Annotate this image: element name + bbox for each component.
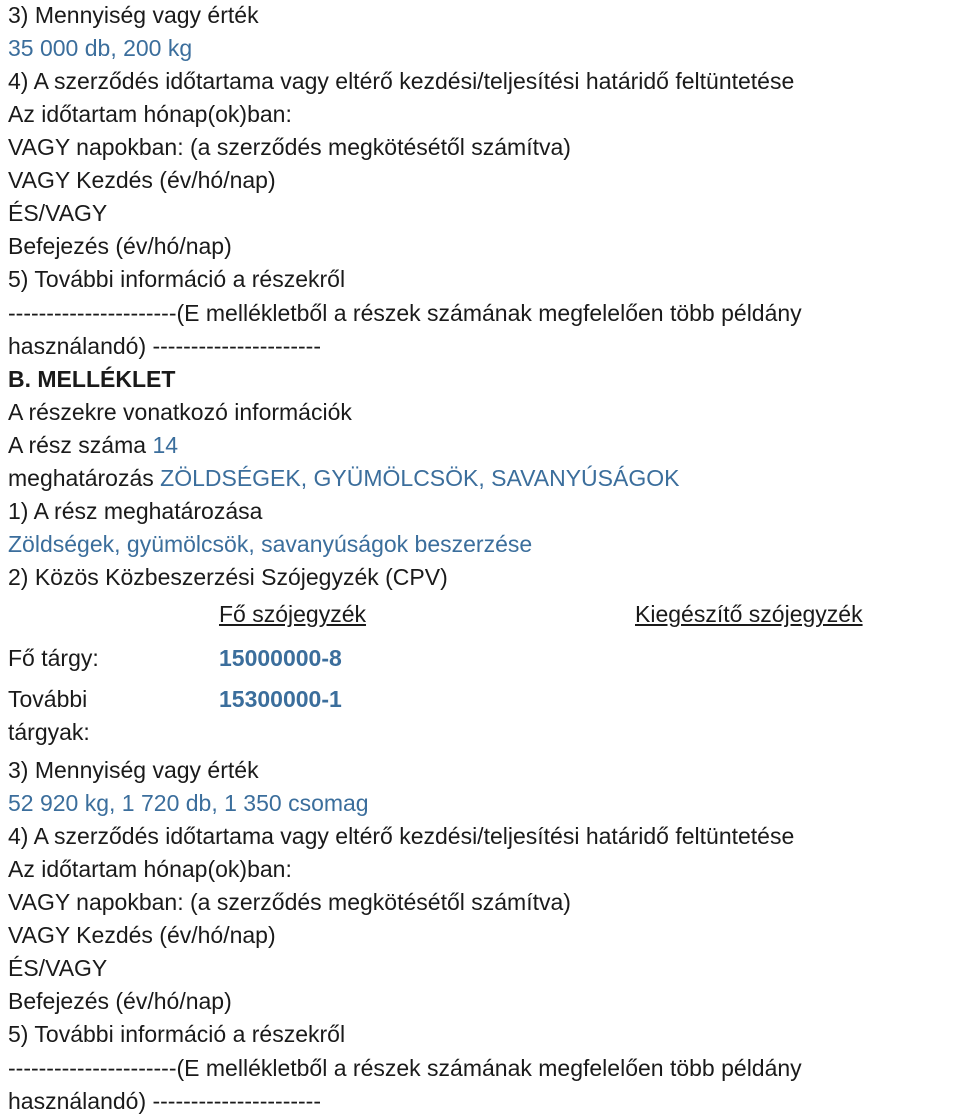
duration-label: 4) A szerződés időtartama vagy eltérő kezdési/teljesítési határidő feltüntetése — [8, 823, 795, 849]
quantity-label: 3) Mennyiség vagy érték — [8, 2, 259, 28]
part-number-label: A rész száma — [8, 432, 147, 458]
start-date-label: VAGY Kezdés (év/hó/nap) — [8, 922, 276, 948]
other-objects-label-cont: tárgyak: — [8, 719, 90, 745]
start-date-label: VAGY Kezdés (év/hó/nap) — [8, 167, 276, 193]
other-objects-label: További — [8, 686, 88, 712]
separator-line: ----------------------(E mellékletből a részek számának megfelelően több példány — [8, 1055, 802, 1081]
duration-label: 4) A szerződés időtartama vagy eltérő kezdési/teljesítési határidő feltüntetése — [8, 68, 795, 94]
part-number-value: 14 — [152, 432, 179, 458]
more-info-label: 5) További információ a részekről — [8, 266, 346, 292]
definition-row — [8, 465, 679, 491]
and-or-label: ÉS/VAGY — [8, 955, 108, 981]
duration-months-label: Az időtartam hónap(ok)ban: — [8, 856, 292, 882]
other-objects-code: 15300000-1 — [219, 686, 342, 712]
main-object-code: 15000000-8 — [219, 645, 342, 671]
cpv-main-header: Fő szójegyzék — [219, 601, 367, 627]
part-definition-label: 1) A rész meghatározása — [8, 498, 263, 524]
end-date-label: Befejezés (év/hó/nap) — [8, 988, 232, 1014]
part-definition-value: Zöldségek, gyümölcsök, savanyúságok beszerzése — [8, 531, 533, 557]
definition-label: meghatározás — [8, 465, 154, 491]
quantity-label: 3) Mennyiség vagy érték — [8, 757, 259, 783]
main-object-label: Fő tárgy: — [8, 645, 99, 671]
and-or-label: ÉS/VAGY — [8, 200, 108, 226]
duration-months-label: Az időtartam hónap(ok)ban: — [8, 101, 292, 127]
more-info-label: 5) További információ a részekről — [8, 1021, 346, 1047]
quantity-value: 52 920 kg, 1 720 db, 1 350 csomag — [8, 790, 369, 816]
definition-value: ZÖLDSÉGEK, GYÜMÖLCSÖK, SAVANYÚSÁGOK — [160, 465, 680, 491]
separator-line-end: használandó) ---------------------- — [8, 1088, 321, 1114]
annex-title: B. MELLÉKLET — [8, 366, 176, 392]
cpv-label: 2) Közös Közbeszerzési Szójegyzék (CPV) — [8, 564, 448, 590]
part-number-row — [8, 432, 178, 458]
quantity-value: 35 000 db, 200 kg — [8, 35, 193, 61]
annex-subtitle: A részekre vonatkozó információk — [8, 399, 352, 425]
separator-line-end: használandó) ---------------------- — [8, 333, 321, 359]
cpv-supplementary-header: Kiegészítő szójegyzék — [635, 601, 863, 627]
duration-days-label: VAGY napokban: (a szerződés megkötésétől számítva) — [8, 134, 571, 160]
end-date-label: Befejezés (év/hó/nap) — [8, 233, 232, 259]
separator-line: ----------------------(E mellékletből a részek számának megfelelően több példány — [8, 300, 802, 326]
duration-days-label: VAGY napokban: (a szerződés megkötésétől számítva) — [8, 889, 571, 915]
